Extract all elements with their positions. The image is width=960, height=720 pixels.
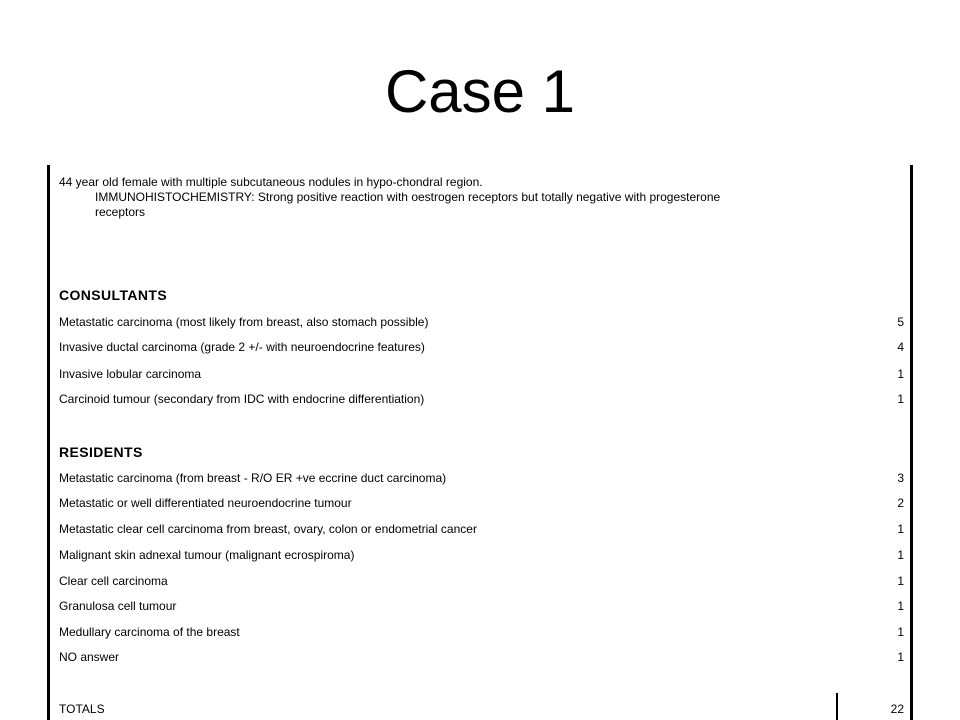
diagnosis-label: Carcinoid tumour (secondary from IDC with endocrine differentiation) [59, 392, 425, 406]
vote-count: 5 [897, 315, 904, 329]
table-row [59, 495, 904, 511]
vote-count: 1 [897, 367, 904, 381]
table-row [59, 521, 904, 537]
case-history: 44 year old female with multiple subcutaneous nodules in hypo-chondral region. [59, 175, 483, 189]
vote-count: 2 [897, 496, 904, 510]
table-row [59, 624, 904, 640]
diagnosis-label: Metastatic carcinoma (most likely from breast, also stomach possible) [59, 315, 429, 329]
table-row [59, 391, 904, 407]
diagnosis-label: Invasive ductal carcinoma (grade 2 +/- with neuroendocrine features) [59, 340, 425, 354]
diagnosis-label: Clear cell carcinoma [59, 574, 168, 588]
vote-count: 3 [897, 471, 904, 485]
diagnosis-label: Medullary carcinoma of the breast [59, 625, 240, 639]
diagnosis-label: Malignant skin adnexal tumour (malignant ecrospiroma) [59, 548, 355, 562]
table-frame-right-border [910, 165, 913, 720]
table-row [59, 573, 904, 589]
vote-count: 1 [897, 599, 904, 613]
immunohistochemistry-line-1: IMMUNOHISTOCHEMISTRY: Strong positive reaction with oestrogen receptors but totally negative with progesterone [95, 190, 721, 204]
table-row [59, 598, 904, 614]
vote-count: 1 [897, 574, 904, 588]
vote-count: 1 [897, 548, 904, 562]
totals-label: TOTALS [59, 702, 105, 716]
diagnosis-label: Metastatic carcinoma (from breast - R/O ER +ve eccrine duct carcinoma) [59, 471, 447, 485]
totals-count: 22 [890, 702, 904, 716]
diagnosis-label: NO answer [59, 650, 120, 664]
table-row [59, 366, 904, 382]
diagnosis-label: Metastatic or well differentiated neuroendocrine tumour [59, 496, 352, 510]
immunohistochemistry-line-2: receptors [95, 205, 146, 219]
vote-count: 4 [897, 340, 904, 354]
slide-title: Case 1 [384, 58, 576, 125]
table-row [59, 314, 904, 330]
table-row [59, 649, 904, 665]
table-row [59, 339, 904, 355]
vote-count: 1 [897, 522, 904, 536]
diagnosis-label: Granulosa cell tumour [59, 599, 177, 613]
totals-row [59, 701, 904, 717]
diagnosis-label: Metastatic clear cell carcinoma from breast, ovary, colon or endometrial cancer [59, 522, 477, 536]
table-frame-left-border [47, 165, 50, 720]
diagnosis-label: Invasive lobular carcinoma [59, 367, 202, 381]
table-row [59, 547, 904, 563]
residents-heading: RESIDENTS [59, 444, 143, 460]
vote-count: 1 [897, 392, 904, 406]
table-row [59, 470, 904, 486]
vote-count: 1 [897, 625, 904, 639]
vote-count: 1 [897, 650, 904, 664]
case-description [59, 175, 839, 220]
consultants-heading: CONSULTANTS [59, 287, 168, 303]
